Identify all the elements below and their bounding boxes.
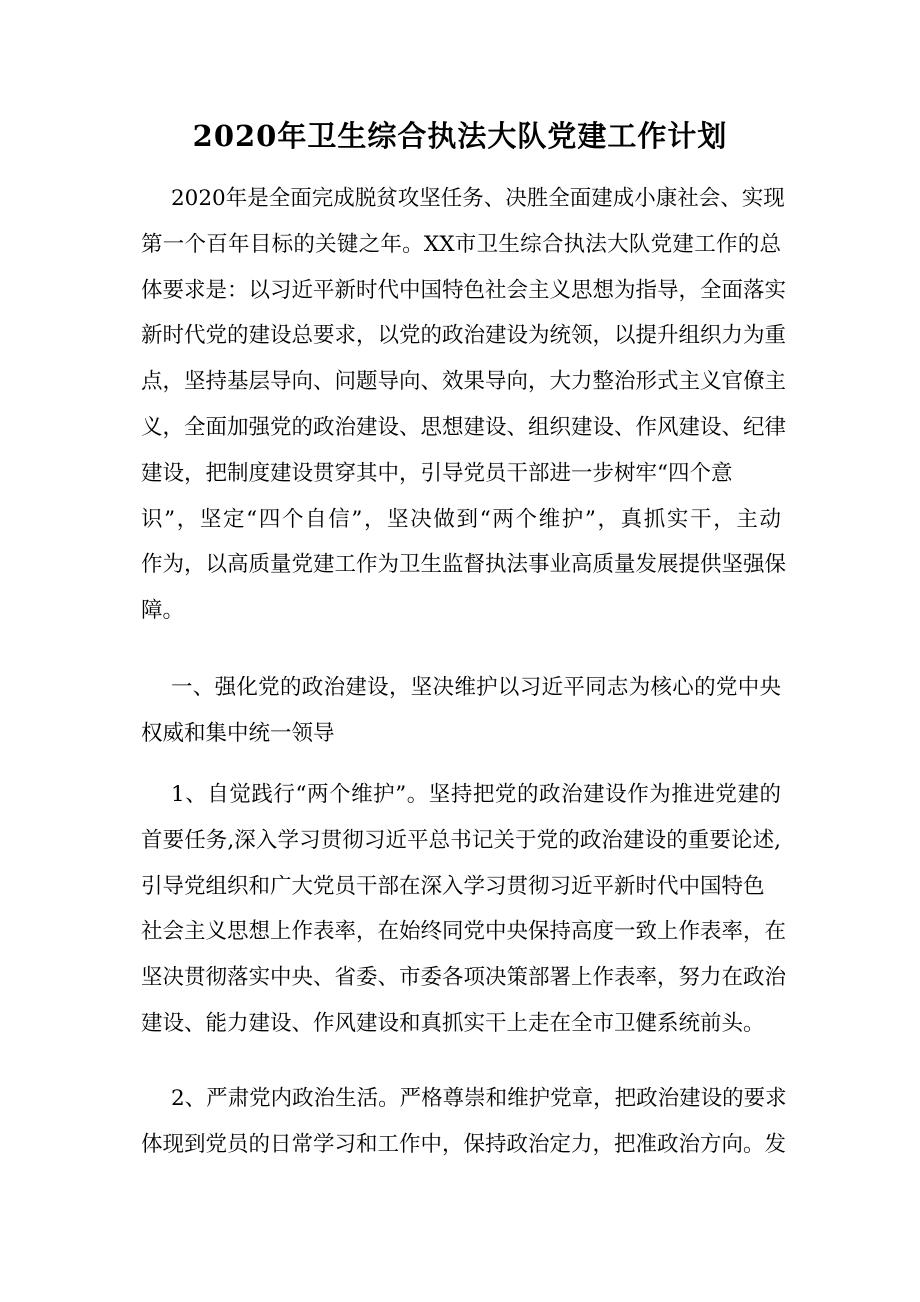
heading-line: 一、强化党的政治建设，坚决维护以习近平同志为核心的党中央	[171, 675, 781, 700]
paragraph-line: 作为，以高质量党建工作为卫生监督执法事业高质量发展提供坚强保	[141, 552, 787, 578]
paragraph-line: 1、自觉践行“两个维护”。坚持把党的政治建设作为推进党建的	[171, 782, 781, 807]
paragraph-line: 引导党组织和广大党员干部在深入学习贯彻习近平新时代中国特色	[141, 873, 765, 899]
paragraph-line: 体现到党员的日常学习和工作中，保持政治定力，把准政治方向。发	[141, 1131, 787, 1157]
heading-line: 权威和集中统一领导	[141, 720, 335, 746]
paragraph-line: 2、严肃党内政治生活。严格尊崇和维护党章，把政治建设的要求	[171, 1086, 787, 1111]
paragraph-line: 体要求是：以习近平新时代中国特色社会主义思想为指导，全面落实	[141, 277, 787, 303]
paragraph-line: 义，全面加强党的政治建设、思想建设、组织建设、作风建设、纪律	[141, 414, 787, 440]
section-1-heading	[141, 665, 781, 757]
document-title: 2020年卫生综合执法大队党建工作计划	[192, 119, 728, 153]
paragraph-intro	[141, 176, 787, 634]
paragraph-line: 2020年是全面完成脱贫攻坚任务、决胜全面建成小康社会、实现	[171, 186, 785, 211]
paragraph-line: 建设，把制度建设贯穿其中，引导党员干部进一步树牢“四个意	[141, 460, 733, 486]
paragraph-line: 社会主义思想上作表率，在始终同党中央保持高度一致上作表率，在	[141, 919, 787, 945]
paragraph-line: 点，坚持基层导向、问题导向、效果导向，大力整治形式主义官僚主	[141, 369, 787, 395]
paragraph-line: 障。	[141, 598, 185, 624]
paragraph-line: 建设、能力建设、作风建设和真抓实干上走在全市卫健系统前头。	[141, 1010, 765, 1036]
paragraph-item-1	[141, 772, 787, 1047]
paragraph-line: 新时代党的建设总要求，以党的政治建设为统领，以提升组织力为重	[141, 323, 787, 349]
paragraph-line: 识”，坚定“四个自信”，坚决做到“两个维护”，真抓实干，主动	[141, 506, 781, 532]
paragraph-line: 首要任务,深入学习贯彻习近平总书记关于党的政治建设的重要论述,	[141, 827, 781, 853]
paragraph-line: 坚决贯彻落实中央、省委、市委各项决策部署上作表率，努力在政治	[141, 965, 787, 991]
paragraph-line: 第一个百年目标的关键之年。XX市卫生综合执法大队党建工作的总	[141, 231, 781, 257]
paragraph-item-2	[141, 1076, 787, 1168]
